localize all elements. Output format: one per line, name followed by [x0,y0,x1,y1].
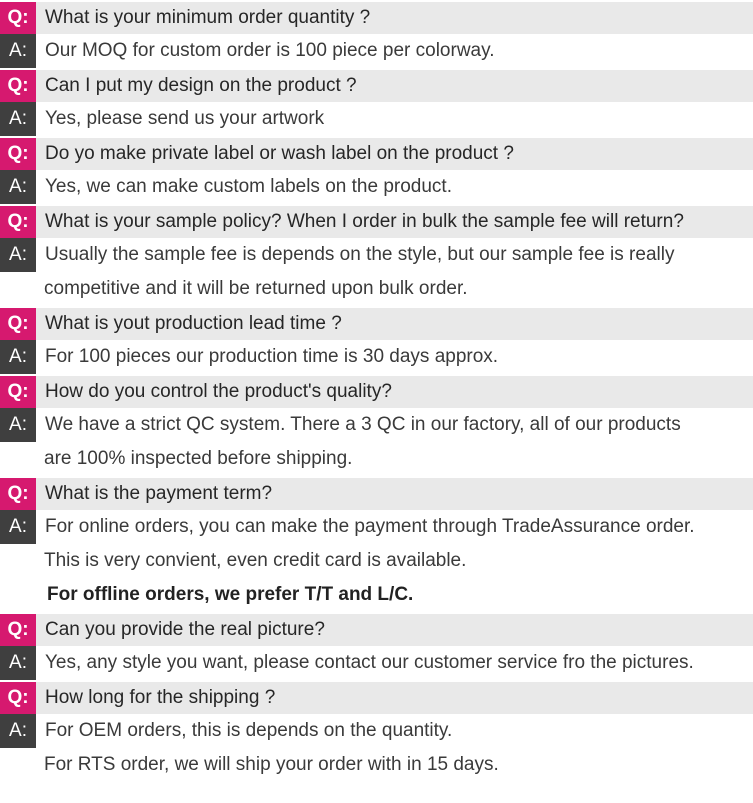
answer-text: Usually the sample fee is depends on the style, but our sample fee is really [45,244,675,265]
question-label: Q: [0,682,36,714]
question-row [0,0,753,34]
answer-label: A: [0,170,36,204]
faq-item [0,374,753,476]
question-text: How do you control the product's quality? [45,381,392,402]
answer-text: For RTS order, we will ship your order with in 15 days. [44,754,499,775]
answer-continuation-row [0,748,753,782]
answer-row [0,408,753,442]
faq-item [0,204,753,306]
answer-continuation-row [0,544,753,578]
answer-text: Yes, we can make custom labels on the product. [45,176,452,197]
faq-item [0,612,753,680]
answer-text: For online orders, you can make the payment through TradeAssurance order. [45,516,695,537]
question-label: Q: [0,70,36,102]
answer-row [0,646,753,680]
answer-text: For OEM orders, this is depends on the quantity. [45,720,453,741]
answer-label: A: [0,102,36,136]
question-row [0,136,753,170]
answer-label: A: [0,340,36,374]
question-row [0,204,753,238]
answer-continuation-row [0,272,753,306]
question-text: What is your sample policy? When I order in bulk the sample fee will return? [45,211,684,232]
answer-row [0,34,753,68]
question-row [0,612,753,646]
answer-text: This is very convient, even credit card is available. [44,550,467,571]
faq-item [0,0,753,68]
question-row [0,68,753,102]
answer-row [0,238,753,272]
answer-text: Yes, any style you want, please contact our customer service fro the pictures. [45,652,694,673]
answer-text: competitive and it will be returned upon bulk order. [44,278,468,299]
faq-item [0,68,753,136]
question-text: Can I put my design on the product ? [45,75,357,96]
answer-row [0,714,753,748]
faq-item [0,476,753,612]
question-row [0,476,753,510]
faq-item [0,680,753,782]
question-label: Q: [0,308,36,340]
answer-continuation-row [0,578,753,612]
question-row [0,680,753,714]
question-label: Q: [0,478,36,510]
question-text: Can you provide the real picture? [45,619,325,640]
question-text: How long for the shipping ? [45,687,276,708]
question-text: Do yo make private label or wash label on the product ? [45,143,514,164]
answer-label: A: [0,510,36,544]
answer-text: For offline orders, we prefer T/T and L/C. [47,584,414,605]
answer-row [0,510,753,544]
answer-text: are 100% inspected before shipping. [44,448,353,469]
answer-row [0,170,753,204]
answer-text: For 100 pieces our production time is 30 days approx. [45,346,499,367]
question-label: Q: [0,614,36,646]
question-label: Q: [0,206,36,238]
question-row [0,374,753,408]
answer-text: We have a strict QC system. There a 3 QC in our factory, all of our products [45,414,681,435]
faq-item [0,136,753,204]
answer-label: A: [0,34,36,68]
faq-item [0,306,753,374]
question-row [0,306,753,340]
answer-text: Yes, please send us your artwork [45,108,325,129]
answer-row [0,340,753,374]
answer-label: A: [0,238,36,272]
answer-continuation-row [0,442,753,476]
question-text: What is yout production lead time ? [45,313,342,334]
answer-label: A: [0,714,36,748]
answer-label: A: [0,408,36,442]
question-label: Q: [0,376,36,408]
question-label: Q: [0,138,36,170]
question-text: What is the payment term? [45,483,273,504]
answer-label: A: [0,646,36,680]
question-text: What is your minimum order quantity ? [45,7,371,28]
answer-text: Our MOQ for custom order is 100 piece per colorway. [45,40,495,61]
answer-row [0,102,753,136]
question-label: Q: [0,2,36,34]
